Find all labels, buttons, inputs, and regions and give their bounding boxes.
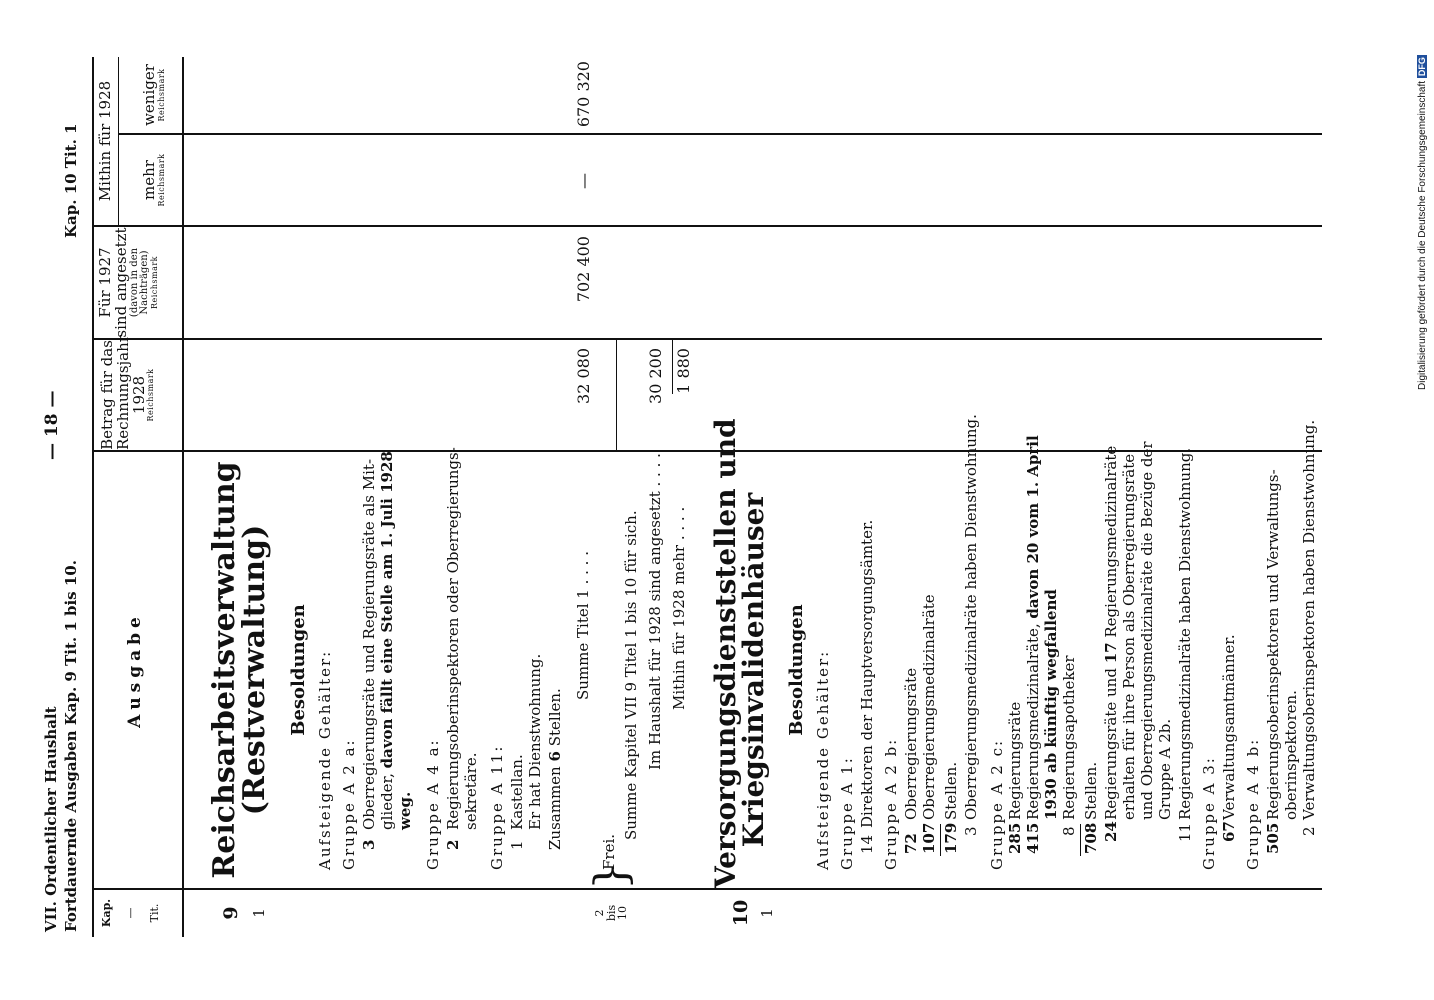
header-weniger-label: weniger bbox=[140, 64, 158, 126]
a2c-sum-rule bbox=[1080, 824, 1081, 856]
header-1927-line1: Für 1927 bbox=[96, 247, 114, 318]
zusammen-num: 6 bbox=[546, 751, 564, 762]
gruppe-a3: Gruppe A 3: bbox=[1200, 756, 1218, 870]
a2c-t5e: und Oberregierungsmedizinalräte die Bezüge der bbox=[1138, 441, 1156, 820]
section-9-title-line1: Reichsarbeitsverwaltung bbox=[207, 461, 242, 879]
tit-bis: bis bbox=[604, 904, 618, 922]
a2b-n3: 179 bbox=[942, 822, 960, 854]
running-subtitle-right: Kap. 10 Tit. 1 bbox=[62, 123, 80, 238]
section-10-title-line2: Kriegsinvalidenhäuser bbox=[737, 492, 770, 848]
a1-text: Direktoren der Hauptversorgungsämter. bbox=[858, 519, 876, 828]
header-1927 bbox=[98, 227, 159, 338]
dfg-logo: DFG bbox=[1417, 57, 1427, 77]
running-subtitle: Fortdauernde Ausgaben Kap. 9 Tit. 1 bis 10. bbox=[62, 560, 80, 932]
section-10-aufsteigende: Aufsteigende Gehälter: bbox=[814, 649, 832, 870]
a2c-t5f: Gruppe A 2b. bbox=[1156, 718, 1174, 820]
summe-1927: 702 400 bbox=[574, 236, 593, 303]
a2b-t2: Oberregierungsmedizinalräte bbox=[920, 594, 938, 820]
gruppe-a2b: Gruppe A 2 b: bbox=[882, 737, 900, 870]
brace: } bbox=[586, 862, 637, 890]
summe-mehr: — bbox=[574, 173, 593, 189]
header-betrag-line1: Betrag für das bbox=[98, 340, 116, 450]
table-header-rule bbox=[182, 57, 184, 937]
running-title: VII. Ordentlicher Haushalt bbox=[42, 706, 60, 932]
section-9-aufsteigende: Aufsteigende Gehälter: bbox=[316, 649, 334, 870]
a2c-t6: Regierungsmedizinalräte haben Dienstwohnung. bbox=[1176, 447, 1194, 820]
a2b-sum-rule bbox=[940, 824, 941, 856]
a2b-n1: 72 bbox=[902, 833, 920, 854]
gruppe-a4b: Gruppe A 4 b: bbox=[1244, 737, 1262, 870]
header-mehr-unit: Reichsmark bbox=[156, 153, 166, 207]
gruppe-a4a: Gruppe A 4 a: bbox=[424, 738, 442, 870]
header-kap: Kap. bbox=[100, 898, 113, 928]
header-weniger-unit: Reichsmark bbox=[156, 68, 166, 122]
col-rule-mehr bbox=[118, 133, 1322, 135]
col-rule-betrag bbox=[92, 338, 1322, 340]
summe-titel-1: Summe Titel 1 . . . . bbox=[574, 551, 592, 700]
section-10-title bbox=[709, 418, 770, 888]
page-number: — 18 — bbox=[42, 390, 62, 460]
a4b-n2: 2 bbox=[1300, 826, 1318, 836]
header-betrag bbox=[98, 335, 156, 450]
frei: Frei. bbox=[600, 833, 618, 870]
a2b-t3: Stellen. bbox=[942, 761, 960, 820]
header-1927-unit: Reichsmark bbox=[149, 255, 159, 310]
tit-10: 10 bbox=[616, 906, 630, 920]
header-mehr bbox=[142, 135, 166, 225]
header-mehr-label: mehr bbox=[140, 160, 158, 200]
col-rule-1927 bbox=[92, 225, 1322, 227]
gruppe-a11: Gruppe A 11: bbox=[488, 744, 506, 870]
betrag-subrule-1 bbox=[616, 340, 617, 450]
tit-9-1: 1 bbox=[250, 908, 268, 918]
a1-num: 14 bbox=[858, 834, 876, 854]
a2c-t1: Regierungsräte bbox=[1006, 701, 1024, 820]
a4b-t2: Verwaltungsoberinspektoren haben Dienstwohnung. bbox=[1300, 419, 1318, 820]
a2c-n4: 708 bbox=[1082, 822, 1100, 854]
funding-text: Digitalisierung gefördert durch die Deutsche Forschungsgemeinschaft bbox=[1417, 80, 1428, 390]
a2c-n1: 285 bbox=[1006, 822, 1024, 854]
zusammen-line bbox=[546, 688, 564, 850]
a2a-line2 bbox=[378, 451, 396, 830]
a2b-n2: 107 bbox=[920, 822, 938, 854]
header-1927-line3: (davon in den bbox=[128, 247, 140, 318]
header-mithin: Mithin für 1928 bbox=[96, 80, 114, 202]
summe-weniger: 670 320 bbox=[574, 61, 593, 128]
mithin-label: Mithin für 1928 mehr . . . . bbox=[670, 506, 688, 710]
zusammen-label: Zusammen bbox=[546, 766, 564, 850]
a2b-n4: 3 bbox=[962, 826, 980, 836]
tit-2-bis-10 bbox=[594, 892, 629, 934]
a2a-line1: Oberregierungsräte und Regierungsräte als Mit- bbox=[360, 458, 378, 830]
a11-line1: Kastellan. bbox=[508, 754, 526, 830]
a2c-t2c: 1930 ab künftig wegfallend bbox=[1042, 589, 1060, 820]
kap-10: 10 bbox=[730, 899, 752, 927]
tit-10-1: 1 bbox=[758, 908, 776, 918]
gruppe-a1: Gruppe A 1: bbox=[838, 756, 856, 870]
tit-2: 2 bbox=[593, 909, 606, 917]
zusammen-suffix: Stellen. bbox=[546, 688, 564, 747]
a2c-t3: Regierungsapotheker bbox=[1060, 655, 1078, 820]
haushalt-label: Im Haushalt für 1928 sind angesetzt . . . . bbox=[646, 453, 664, 770]
a2a-line3: weg. bbox=[396, 791, 414, 830]
table-top-rule bbox=[92, 57, 94, 937]
a2c-t5d: erhalten für ihre Person als Oberregierungsräte bbox=[1120, 453, 1138, 820]
a2c-n6: 11 bbox=[1176, 822, 1194, 842]
a2b-t4: Oberregierungsmedizinalräte haben Dienstwohnung. bbox=[962, 414, 980, 820]
a2c-n3: 8 bbox=[1060, 826, 1078, 836]
haushalt-value: 30 200 bbox=[646, 348, 665, 404]
mithin-rule bbox=[118, 57, 119, 225]
a2c-t2a: Regierungsmedizinalräte, bbox=[1024, 623, 1042, 820]
header-1927-line2: sind angesetzt bbox=[111, 227, 130, 338]
kap-9: 9 bbox=[220, 906, 242, 920]
a4b-n1: 505 bbox=[1264, 822, 1282, 854]
header-ausgabe: Ausgabe bbox=[125, 612, 145, 728]
section-9-title-line2: (Restverwaltung) bbox=[237, 524, 272, 816]
a2a-line2-bold: davon fällt eine Stelle am 1. Juli 1928 bbox=[378, 451, 396, 769]
a2c-t5c: Regierungsmedizinalräte bbox=[1102, 445, 1120, 638]
gruppe-a2c: Gruppe A 2 c: bbox=[988, 738, 1006, 870]
header-weniger bbox=[142, 57, 166, 133]
header-betrag-unit: Reichsmark bbox=[146, 368, 156, 422]
a11-line2: Er hat Dienstwohnung. bbox=[526, 653, 544, 830]
summe-kapitel: Summe Kapitel VII 9 Titel 1 bis 10 für sich. bbox=[622, 510, 640, 840]
header-kap-sep: — bbox=[124, 907, 137, 919]
header-1927-line4: Nachträgen) bbox=[139, 250, 150, 315]
col-rule-kap bbox=[92, 888, 1322, 890]
a2c-t5a: Regierungsräte und bbox=[1102, 668, 1120, 820]
a2c-t2b: davon 20 vom 1. April bbox=[1024, 435, 1042, 619]
section-10-title-line1: Versorgungsdienststellen und bbox=[709, 418, 742, 888]
a2c-n5: 24 bbox=[1102, 821, 1120, 842]
betrag-subrule-2 bbox=[672, 340, 673, 394]
mithin-value: 1 880 bbox=[674, 348, 693, 394]
a4a-line1: Regierungsoberinspektoren oder Oberregierungs- bbox=[444, 447, 462, 830]
a2a-line2-text: glieder, bbox=[378, 773, 396, 830]
a2b-t1: Oberregierungsräte bbox=[902, 667, 920, 820]
a4b-t1b: oberinspektoren. bbox=[1282, 690, 1300, 820]
a3-num: 67 bbox=[1220, 821, 1238, 842]
gruppe-a2a: Gruppe A 2 a: bbox=[340, 738, 358, 870]
a2a-num: 3 bbox=[360, 839, 378, 850]
a2c-t5 bbox=[1102, 446, 1120, 820]
a4a-line2: sekretäre. bbox=[462, 752, 480, 830]
section-9-title bbox=[207, 452, 272, 888]
a4a-num: 2 bbox=[444, 839, 462, 850]
a2c-t4: Stellen. bbox=[1082, 761, 1100, 820]
header-betrag-line2: Rechnungsjahr bbox=[113, 335, 132, 450]
a3-text: Verwaltungsamtmänner. bbox=[1220, 634, 1238, 820]
a2c-t2 bbox=[1024, 435, 1042, 820]
summe-betrag: 32 080 bbox=[574, 348, 593, 404]
a2c-t5b: 17 bbox=[1102, 642, 1120, 664]
section-10-besoldungen: Besoldungen bbox=[786, 604, 807, 736]
header-tit: Tit. bbox=[148, 903, 161, 923]
a2c-n2: 415 bbox=[1024, 822, 1042, 854]
a11-num: 1 bbox=[508, 840, 526, 850]
section-9-besoldungen: Besoldungen bbox=[288, 604, 309, 736]
a4b-t1a: Regierungsoberinspektoren und Verwaltungs- bbox=[1264, 469, 1282, 820]
header-betrag-line3: 1928 bbox=[129, 375, 148, 415]
